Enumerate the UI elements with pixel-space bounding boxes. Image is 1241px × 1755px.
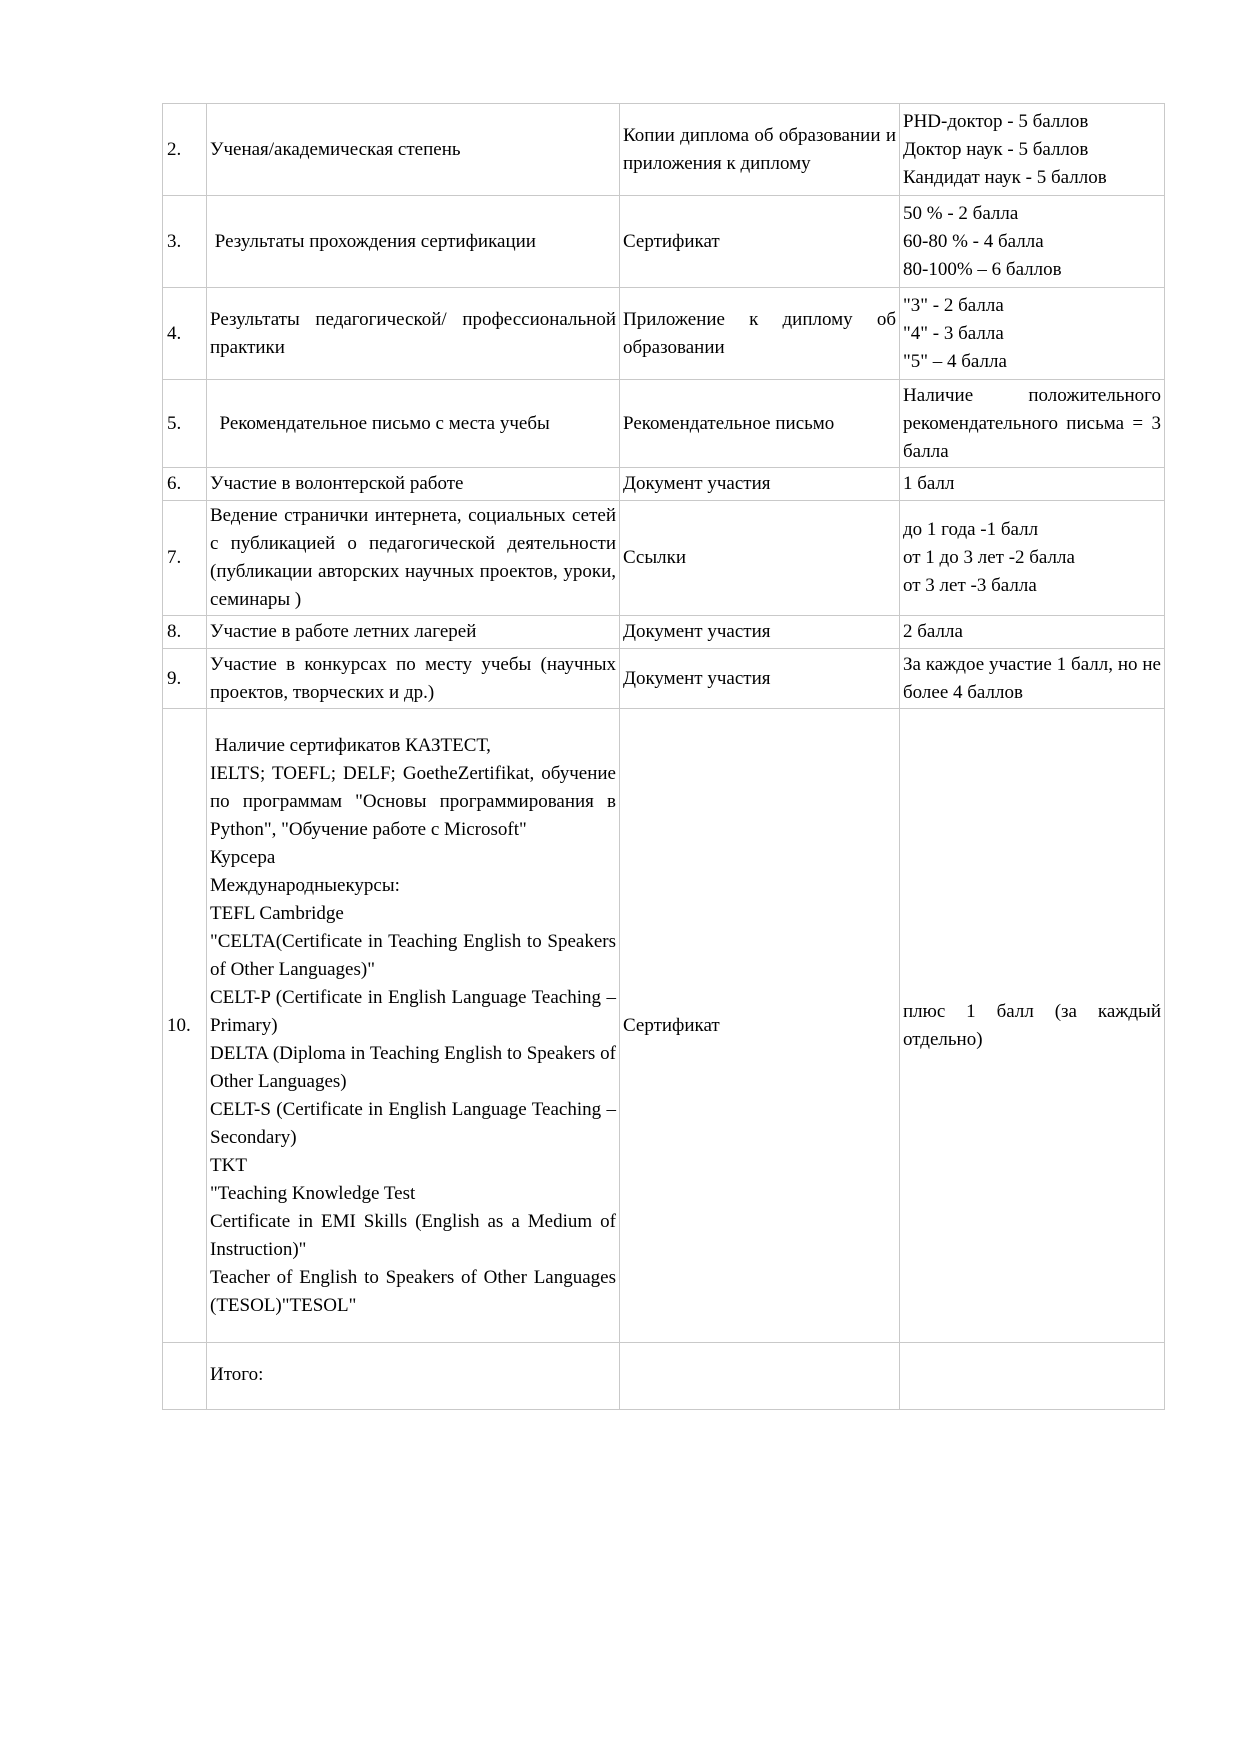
row-number — [163, 501, 207, 616]
points-cell — [900, 501, 1165, 616]
criterion-cell-line: CELT-S (Certificate in English Language Teaching – Secondary) — [210, 1098, 616, 1148]
document-cell-line: Документ участия — [623, 667, 771, 689]
table-row — [163, 649, 1165, 709]
points-cell-line: 2 балла — [903, 621, 963, 642]
criteria-table — [162, 103, 1165, 1410]
points-cell-line: Кандидат наук - 5 баллов — [903, 166, 1107, 188]
document-cell — [620, 104, 900, 196]
row-number-text: 3. — [167, 230, 182, 252]
criterion-cell-line: "Teaching Knowledge Test — [210, 1182, 416, 1204]
document-cell-line: Рекомендательное письмо — [623, 412, 835, 434]
table-row — [163, 468, 1165, 501]
criterion-cell-line: Итого: — [210, 1364, 264, 1385]
criterion-cell-line: TEFL Cambridge — [210, 902, 344, 924]
criterion-cell-line: Ученая/академическая степень — [210, 138, 461, 160]
document-cell-line: Документ участия — [623, 473, 771, 494]
points-cell-line: от 3 лет -3 балла — [903, 575, 1037, 596]
points-cell-line: За каждое участие 1 балл, но не более 4 баллов — [903, 653, 1161, 703]
table-row — [163, 1343, 1165, 1410]
row-number — [163, 1343, 207, 1410]
row-number-text: 4. — [167, 322, 182, 344]
criterion-cell — [207, 649, 620, 709]
criterion-cell — [207, 380, 620, 468]
points-cell-line: 50 % - 2 балла — [903, 202, 1019, 224]
criterion-cell — [207, 196, 620, 288]
points-cell-line: 1 балл — [903, 473, 955, 494]
criterion-cell — [207, 616, 620, 649]
points-cell-line: плюс 1 балл (за каждый отдельно) — [903, 1000, 1161, 1050]
points-cell — [900, 288, 1165, 380]
points-cell-line: от 1 до 3 лет -2 балла — [903, 547, 1075, 568]
points-cell-line: "3" - 2 балла — [903, 294, 1004, 316]
criterion-cell-line: Teacher of English to Speakers of Other Languages (TESOL)"TESOL" — [210, 1266, 616, 1316]
document-cell-line: Документ участия — [623, 621, 771, 642]
criterion-cell-line: "CELTA(Certificate in Teaching English to Speakers of Other Languages)" — [210, 930, 616, 980]
criterion-cell — [207, 288, 620, 380]
row-number-text: 2. — [167, 138, 182, 160]
criterion-cell-line: Результаты педагогической/ профессиональной практики — [210, 308, 616, 358]
points-cell — [900, 1343, 1165, 1410]
row-number-text: 5. — [167, 412, 182, 434]
document-cell — [620, 196, 900, 288]
document-cell-line: Копии диплома об образовании и приложения к диплому — [623, 124, 896, 174]
document-cell — [620, 380, 900, 468]
points-cell-line: до 1 года -1 балл — [903, 519, 1039, 540]
document-cell — [620, 501, 900, 616]
document-cell — [620, 616, 900, 649]
criterion-cell-line: Участие в волонтерской работе — [210, 473, 464, 494]
table-row — [163, 288, 1165, 380]
points-cell — [900, 104, 1165, 196]
row-number-text: 10. — [167, 1014, 191, 1036]
criterion-cell-line: Участие в работе летних лагерей — [210, 621, 477, 642]
points-cell-line: "4" - 3 балла — [903, 322, 1004, 344]
criterion-cell-line: Курсера — [210, 846, 276, 868]
row-number — [163, 196, 207, 288]
criterion-cell — [207, 709, 620, 1343]
document-cell — [620, 1343, 900, 1410]
table-row — [163, 501, 1165, 616]
document-cell — [620, 709, 900, 1343]
table-row — [163, 616, 1165, 649]
document-cell — [620, 649, 900, 709]
points-cell — [900, 196, 1165, 288]
document-cell-line: Ссылки — [623, 547, 686, 568]
points-cell-line: 60-80 % - 4 балла — [903, 230, 1044, 252]
table-row — [163, 196, 1165, 288]
criterion-cell-line: Рекомендательное письмо с места учебы — [210, 412, 550, 434]
criterion-cell-line: DELTA (Diploma in Teaching English to Speakers of Other Languages) — [210, 1042, 616, 1092]
row-number-text: 8. — [167, 621, 182, 642]
points-cell — [900, 649, 1165, 709]
row-number — [163, 709, 207, 1343]
row-number — [163, 616, 207, 649]
row-number-text: 9. — [167, 667, 182, 689]
criterion-cell — [207, 1343, 620, 1410]
table-row — [163, 709, 1165, 1343]
criterion-cell-line: Ведение странички интернета, социальных сетей с публикацией о педагогической деятельности (публикации авторских научных проектов, уроки, семинары ) — [210, 505, 616, 610]
document-cell — [620, 468, 900, 501]
row-number-text: 6. — [167, 473, 182, 494]
points-cell-line: "5" – 4 балла — [903, 350, 1007, 372]
document-cell — [620, 288, 900, 380]
points-cell — [900, 380, 1165, 468]
document-cell-line: Сертификат — [623, 1014, 720, 1036]
points-cell-line: 80-100% – 6 баллов — [903, 258, 1062, 280]
points-cell — [900, 616, 1165, 649]
criterion-cell-line: Наличие сертификатов КАЗТЕСТ, — [210, 734, 491, 756]
criterion-cell — [207, 104, 620, 196]
document-cell-line: Приложение к диплому об образовании — [623, 308, 896, 358]
points-cell-line: Доктор наук - 5 баллов — [903, 138, 1089, 160]
row-number — [163, 288, 207, 380]
criterion-cell-line: CELT-P (Certificate in English Language Teaching – Primary) — [210, 986, 616, 1036]
criterion-cell-line: Certificate in EMI Skills (English as a Medium of Instruction)" — [210, 1210, 616, 1260]
points-cell — [900, 709, 1165, 1343]
row-number — [163, 649, 207, 709]
row-number — [163, 380, 207, 468]
table-row — [163, 380, 1165, 468]
table-body — [163, 104, 1165, 1410]
points-cell-line: PHD-доктор - 5 баллов — [903, 110, 1089, 132]
criterion-cell — [207, 468, 620, 501]
criterion-cell-line: Результаты прохождения сертификации — [210, 230, 536, 252]
criterion-cell-line: Участие в конкурсах по месту учебы (научных проектов, творческих и др.) — [210, 653, 616, 703]
criterion-cell-line: TKT — [210, 1154, 247, 1176]
points-cell — [900, 468, 1165, 501]
criterion-cell-line: IELTS; TOEFL; DELF; GoetheZertifikat, обучение по программам "Основы программирования в Python", "Обучение работе с Microsoft" — [210, 762, 616, 840]
table-row — [163, 104, 1165, 196]
row-number — [163, 468, 207, 501]
document-cell-line: Сертификат — [623, 230, 720, 252]
criterion-cell-line: Международныекурсы: — [210, 874, 400, 896]
row-number — [163, 104, 207, 196]
criterion-cell — [207, 501, 620, 616]
row-number-text: 7. — [167, 547, 182, 568]
points-cell-line: Наличие положительного рекомендательного письма = 3 балла — [903, 384, 1161, 462]
